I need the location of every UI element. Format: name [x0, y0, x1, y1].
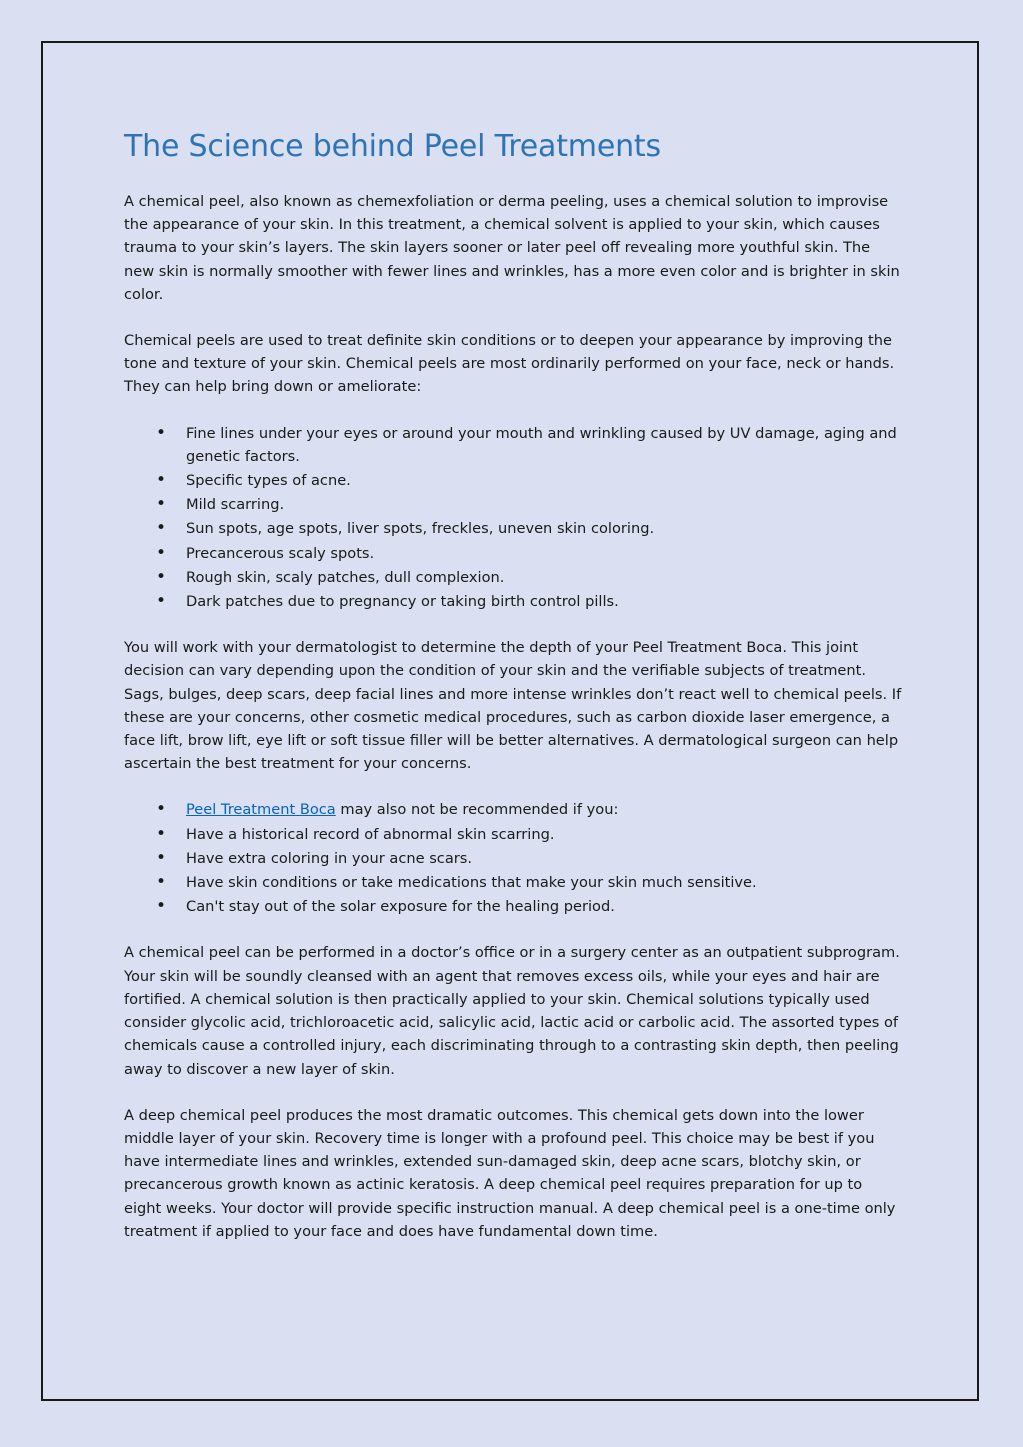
- list-item: • Have a historical record of abnormal skin scarring.: [186, 823, 904, 846]
- document-content: [124, 124, 904, 1266]
- conditions-list: [124, 422, 904, 614]
- list-item: • Sun spots, age spots, liver spots, freckles, uneven skin coloring.: [186, 517, 904, 540]
- list-item: • Can't stay out of the solar exposure for the healing period.: [186, 895, 904, 918]
- list-item-text: may also not be recommended if you:: [335, 801, 619, 819]
- paragraph-intro: A chemical peel, also known as chemexfoliation or derma peeling, uses a chemical solution to improvise the appearance of your skin. In this treatment, a chemical solvent is applied to your skin, which causes trauma to your skin’s layers. The skin layers sooner or later peel off revealing more youthful skin. The new skin is normally smoother with fewer lines and wrinkles, has a more even color and is brighter in skin color.: [124, 193, 900, 303]
- list-item: • Dark patches due to pregnancy or taking birth control pills.: [186, 590, 904, 613]
- list-item: • Have skin conditions or take medications that make your skin much sensitive.: [186, 871, 904, 894]
- peel-treatment-boca-link[interactable]: Peel Treatment Boca: [186, 801, 336, 819]
- paragraph-procedure: A chemical peel can be performed in a doctor’s office or in a surgery center as an outpatient subprogram. Your skin will be soundly cleansed with an agent that removes excess oils, while your eyes and hair are fortified. A chemical solution is then practically applied to your skin. Chemical solutions typically used consider glycolic acid, trichloroacetic acid, salicylic acid, lactic acid or carbolic acid. The assorted types of chemicals cause a controlled injury, each discriminating through to a contrasting skin depth, then peeling away to discover a new layer of skin.: [124, 944, 900, 1078]
- list-item: • Rough skin, scaly patches, dull complexion.: [186, 566, 904, 589]
- paragraph-deep-peel: A deep chemical peel produces the most dramatic outcomes. This chemical gets down into the lower middle layer of your skin. Recovery time is longer with a profound peel. This choice may be best if you have intermediate lines and wrinkles, extended sun-damaged skin, deep acne scars, blotchy skin, or precancerous growth known as actinic keratosis. A deep chemical peel requires preparation for up to eight weeks. Your doctor will provide specific instruction manual. A deep chemical peel is a one-time only treatment if applied to your face and does have fundamental down time.: [124, 1106, 896, 1240]
- list-item: • Fine lines under your eyes or around your mouth and wrinkling caused by UV damage, aging and genetic factors.: [186, 422, 904, 468]
- contraindications-list: [124, 798, 904, 918]
- list-item: [186, 798, 904, 821]
- list-item: • Mild scarring.: [186, 493, 904, 516]
- paragraph-dermatologist: You will work with your dermatologist to determine the depth of your Peel Treatment Boca. This joint decision can vary depending upon the condition of your skin and the verifiable subjects of treatment. Sags, bulges, deep scars, deep facial lines and more intense wrinkles don’t react well to chemical peels. If these are your concerns, other cosmetic medical procedures, such as carbon dioxide laser emergence, a face lift, brow lift, eye lift or soft tissue filler will be better alternatives. A dermatological surgeon can help ascertain the best treatment for your concerns.: [124, 639, 902, 773]
- list-item: • Have extra coloring in your acne scars.: [186, 847, 904, 870]
- page-title: The Science behind Peel Treatments: [124, 129, 661, 164]
- list-item: • Precancerous scaly spots.: [186, 542, 904, 565]
- paragraph-uses: Chemical peels are used to treat definite skin conditions or to deepen your appearance by improving the tone and texture of your skin. Chemical peels are most ordinarily performed on your face, neck or hands. They can help bring down or ameliorate:: [124, 332, 895, 396]
- list-item: • Specific types of acne.: [186, 469, 904, 492]
